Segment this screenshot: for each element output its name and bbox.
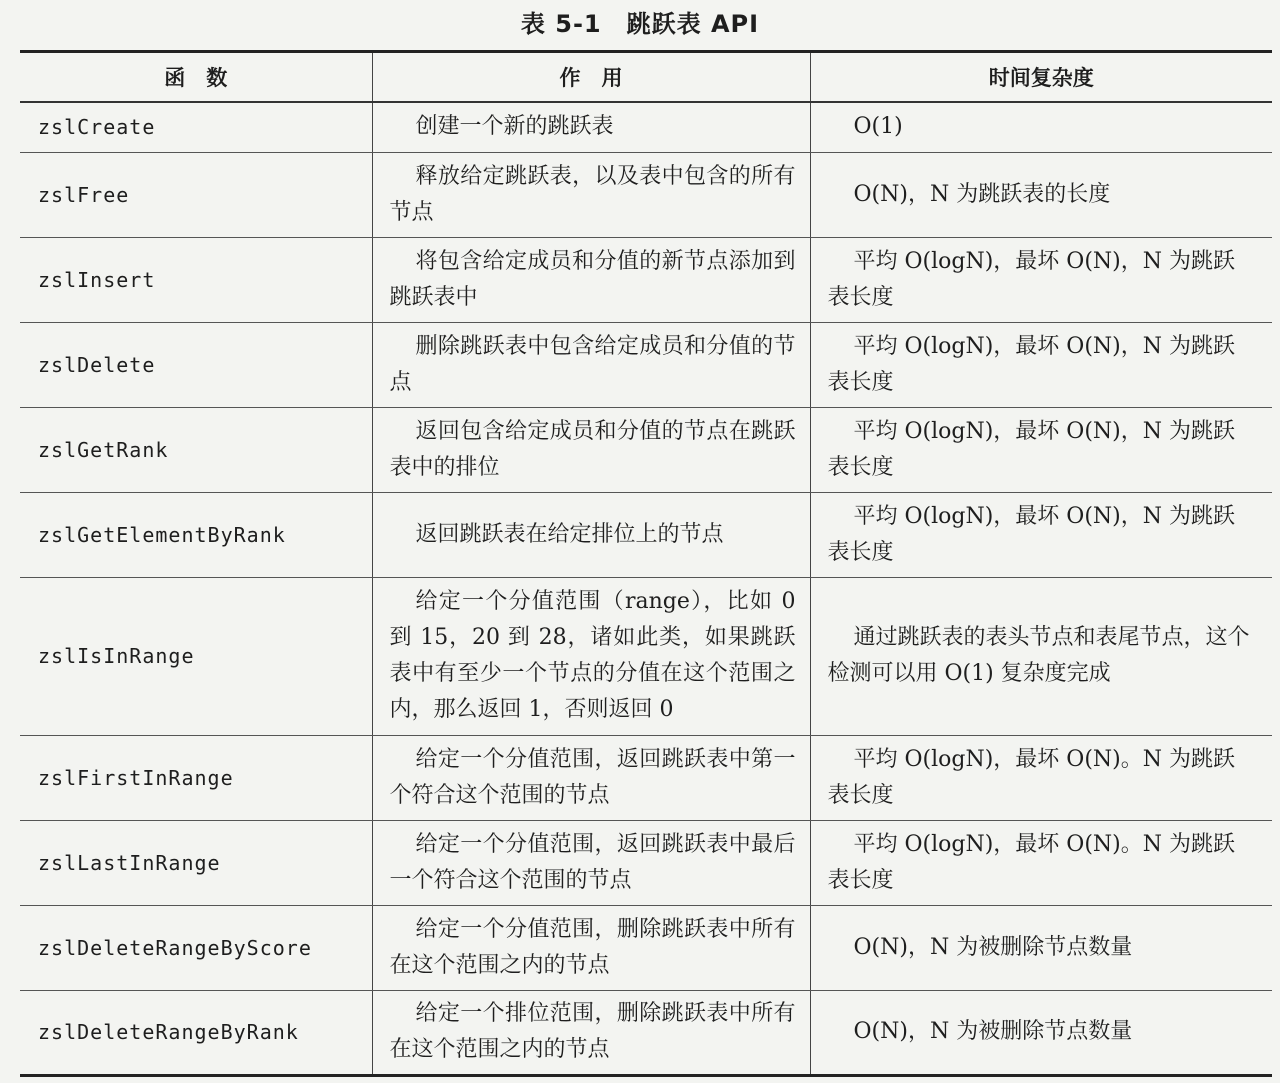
function-description: 将包含给定成员和分值的新节点添加到跳跃表中 [372, 237, 810, 322]
function-description: 给定一个分值范围，返回跳跃表中最后一个符合这个范围的节点 [372, 820, 810, 905]
function-description: 给定一个分值范围，删除跳跃表中所有在这个范围之内的节点 [372, 905, 810, 990]
time-complexity: 平均 O(logN)，最坏 O(N)，N 为跳跃表长度 [810, 407, 1272, 492]
function-description: 返回包含给定成员和分值的节点在跳跃表中的排位 [372, 407, 810, 492]
header-complexity: 时间复杂度 [810, 52, 1272, 103]
function-name: zslCreate [20, 102, 372, 152]
table-row [20, 820, 1272, 905]
table-row [20, 735, 1272, 820]
function-name: zslFirstInRange [20, 735, 372, 820]
function-name: zslGetElementByRank [20, 492, 372, 577]
table-row [20, 152, 1272, 237]
time-complexity: 平均 O(logN)，最坏 O(N)。N 为跳跃表长度 [810, 820, 1272, 905]
header-row [20, 52, 1272, 103]
table-row [20, 237, 1272, 322]
time-complexity: O(N)，N 为跳跃表的长度 [810, 152, 1272, 237]
table-row [20, 322, 1272, 407]
skiplist-api-table [20, 50, 1272, 1077]
time-complexity: 平均 O(logN)，最坏 O(N)，N 为跳跃表长度 [810, 492, 1272, 577]
time-complexity: 平均 O(logN)，最坏 O(N)，N 为跳跃表长度 [810, 322, 1272, 407]
function-name: zslDeleteRangeByScore [20, 905, 372, 990]
table-row [20, 577, 1272, 735]
time-complexity: 通过跳跃表的表头节点和表尾节点，这个检测可以用 O(1) 复杂度完成 [810, 577, 1272, 735]
header-purpose: 作 用 [372, 52, 810, 103]
time-complexity: O(N)，N 为被删除节点数量 [810, 905, 1272, 990]
function-description: 释放给定跳跃表，以及表中包含的所有节点 [372, 152, 810, 237]
function-description: 删除跳跃表中包含给定成员和分值的节点 [372, 322, 810, 407]
function-name: zslGetRank [20, 407, 372, 492]
function-name: zslDeleteRangeByRank [20, 990, 372, 1075]
function-description: 给定一个分值范围（range），比如 0 到 15，20 到 28，诸如此类，如果跳跃表中有至少一个节点的分值在这个范围之内，那么返回 1，否则返回 0 [372, 577, 810, 735]
function-name: zslIsInRange [20, 577, 372, 735]
time-complexity: O(1) [810, 102, 1272, 152]
time-complexity: O(N)，N 为被删除节点数量 [810, 990, 1272, 1075]
function-name: zslFree [20, 152, 372, 237]
function-name: zslInsert [20, 237, 372, 322]
table-row [20, 492, 1272, 577]
header-function: 函 数 [20, 52, 372, 103]
time-complexity: 平均 O(logN)，最坏 O(N)，N 为跳跃表长度 [810, 237, 1272, 322]
function-name: zslDelete [20, 322, 372, 407]
table-caption: 表 5-1 跳跃表 API [520, 10, 760, 38]
function-description: 给定一个排位范围，删除跳跃表中所有在这个范围之内的节点 [372, 990, 810, 1075]
table-row [20, 990, 1272, 1075]
time-complexity: 平均 O(logN)，最坏 O(N)。N 为跳跃表长度 [810, 735, 1272, 820]
table-row [20, 102, 1272, 152]
table-row [20, 407, 1272, 492]
function-description: 给定一个分值范围，返回跳跃表中第一个符合这个范围的节点 [372, 735, 810, 820]
function-name: zslLastInRange [20, 820, 372, 905]
table-row [20, 905, 1272, 990]
function-description: 创建一个新的跳跃表 [372, 102, 810, 152]
function-description: 返回跳跃表在给定排位上的节点 [372, 492, 810, 577]
